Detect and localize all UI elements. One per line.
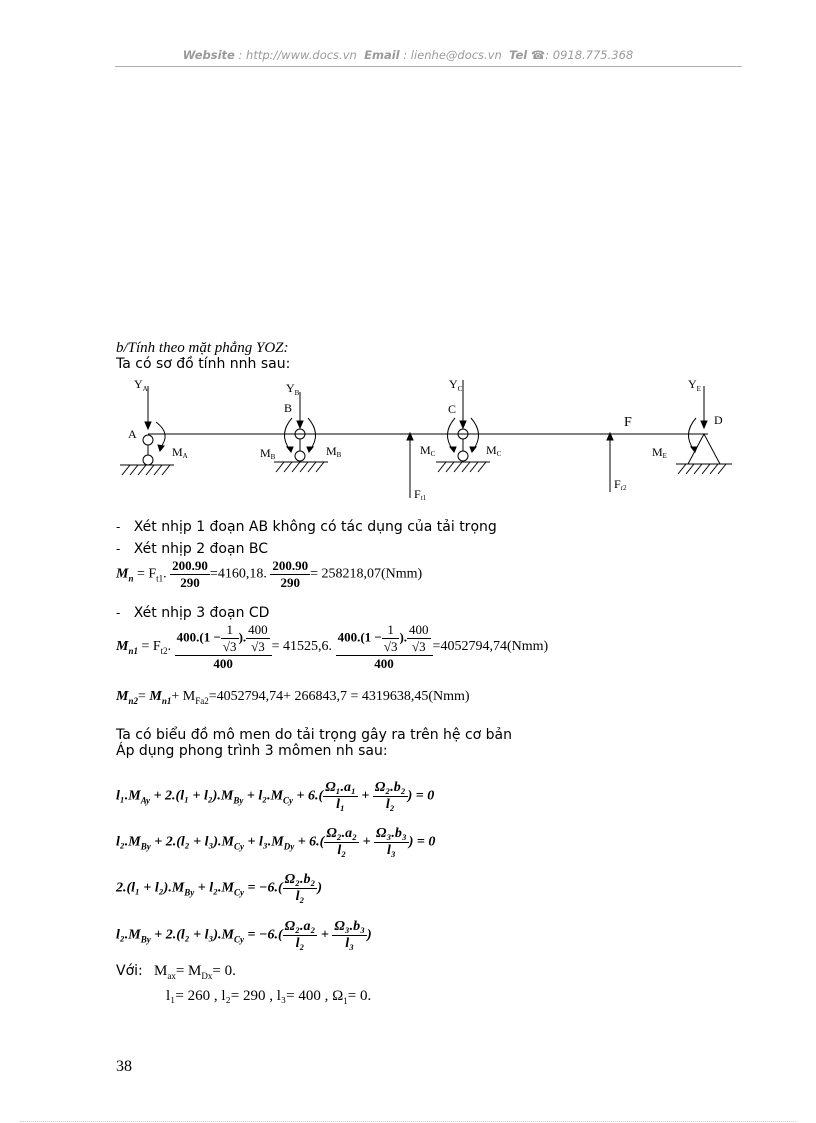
email-value: : lienhe@docs.vn	[403, 48, 502, 62]
ma-arc	[156, 422, 165, 448]
conditions-line-1: Với: $M_{ax}= M_{Dx}= 0$.	[116, 963, 236, 981]
beam-diagram	[110, 372, 750, 507]
bullet-1: - Xét nhịp 1 đoạn AB không có tác dụng của tải trọng	[116, 519, 497, 535]
label-yc: $Y_C$	[449, 377, 463, 393]
support-c-pin-bottom	[458, 451, 468, 461]
label-b: B	[284, 401, 293, 415]
label-ft1: Ft1	[414, 487, 427, 502]
email-label: Email	[364, 48, 400, 62]
label-c: C	[448, 402, 457, 416]
equation-mn2: $M_{n2}= M_{n1}+ M_{Fa2}=4052794,74+ 266843,7 = 4319638,45(Nmm)$	[116, 689, 470, 706]
support-a-pin-top	[143, 435, 153, 445]
text-line-2: Áp dụng phong trình 3 mômen nh sau:	[116, 743, 388, 759]
tel-label: Tel	[509, 48, 528, 62]
equation-mn1: $M_{n1} = F_{t2}$. 400.(1 − $\frac{1}{√3}$ ). $\frac{400}{√3}$ 400 = 41525,6. 400.(1 − $\frac{1}{√3}$ ). $\frac{400}{√3}$ 400 =4052794,74(Nmm)	[116, 622, 549, 671]
support-a-pin-bottom	[143, 455, 153, 465]
label-ya: $Y_A$	[134, 377, 148, 393]
bullet-3: - Xét nhịp 3 đoạn CD	[116, 605, 270, 621]
equation-mn: $M_n = F_{t1}$. $\frac{200.90}{290}$ =4160,18. $\frac{200.90}{290}$ = 258218,07(Nmm)	[116, 558, 423, 590]
label-mc-right: MC	[486, 443, 502, 458]
label-fr2: Fr2	[614, 477, 627, 492]
label-f: F	[624, 415, 632, 430]
footer-divider	[20, 1121, 796, 1122]
page-header	[0, 48, 816, 62]
support-a-hatch	[122, 465, 170, 475]
support-b-pin-bottom	[295, 451, 305, 461]
section-intro: Ta có sơ đồ tính nnh sau:	[116, 356, 291, 372]
support-b-hatch	[276, 462, 324, 472]
label-me: ME	[652, 445, 667, 460]
support-d-hatch	[678, 464, 726, 474]
equation-3: $2.(l_1 + l_2).M_{By} + l_2.M_{Cy} = -6$.( $\frac{\text{Ω₂.b₂}}{\text{l₂}}$ )	[116, 872, 323, 904]
label-a: A	[128, 427, 137, 441]
label-ye: $Y_E$	[688, 377, 701, 393]
label-yb: $Y_B$	[286, 381, 300, 397]
text-line-1: Ta có biểu đồ mô men do tải trọng gây ra trên hệ cơ bản	[116, 727, 512, 743]
equation-2: $l_2.M_{By} + 2.(l_2 + l_3).M_{Cy} + l_3.M_{Dy} + 6$.( $\frac{\text{Ω₂.a₂}}{\text{l₂}}$ + $\frac{\text{Ω₃.b₃}}{\text{l₃}}$ ) = 0	[116, 826, 436, 858]
label-mb-left: MB	[260, 446, 276, 461]
conditions-line-2: l₁= 260 , l₂= 290 , l₃= 400 , $\Omega_1= 0$.	[166, 988, 372, 1006]
section-heading: b/Tính theo mặt phẳng YOZ:	[116, 340, 289, 356]
label-ma: MA	[172, 445, 188, 460]
equation-1: $l_1.M_{Ay} + 2.(l_1 + l_2).M_{By} + l_2.M_{Cy} + 6$.( $\frac{\text{Ω₁.a₁}}{\text{l₁}}$ + $\frac{\text{Ω₂.b₂}}{\text{l₂}}$ ) = 0	[116, 780, 435, 812]
website-value: : http://www.docs.vn	[238, 48, 357, 62]
label-mc-left: MC	[420, 443, 436, 458]
label-d: D	[714, 413, 723, 427]
phone-icon: ☎	[530, 48, 546, 62]
tel-value: : 0918.775.368	[545, 48, 634, 62]
bullet-2: - Xét nhịp 2 đoạn BC	[116, 541, 269, 557]
header-divider	[115, 66, 742, 67]
label-mb-right: MB	[326, 444, 342, 459]
website-label: Website	[182, 48, 235, 62]
page-number: 38	[116, 1058, 132, 1075]
equation-4: $l_2.M_{By} + 2.(l_2 + l_3).M_{Cy} = -6$.( $\frac{\text{Ω₂.a₂}}{\text{l₂}}$ + $\frac{\text{Ω₃.b₃}}{\text{l₃}}$ )	[116, 919, 372, 951]
support-c-hatch	[438, 462, 486, 472]
